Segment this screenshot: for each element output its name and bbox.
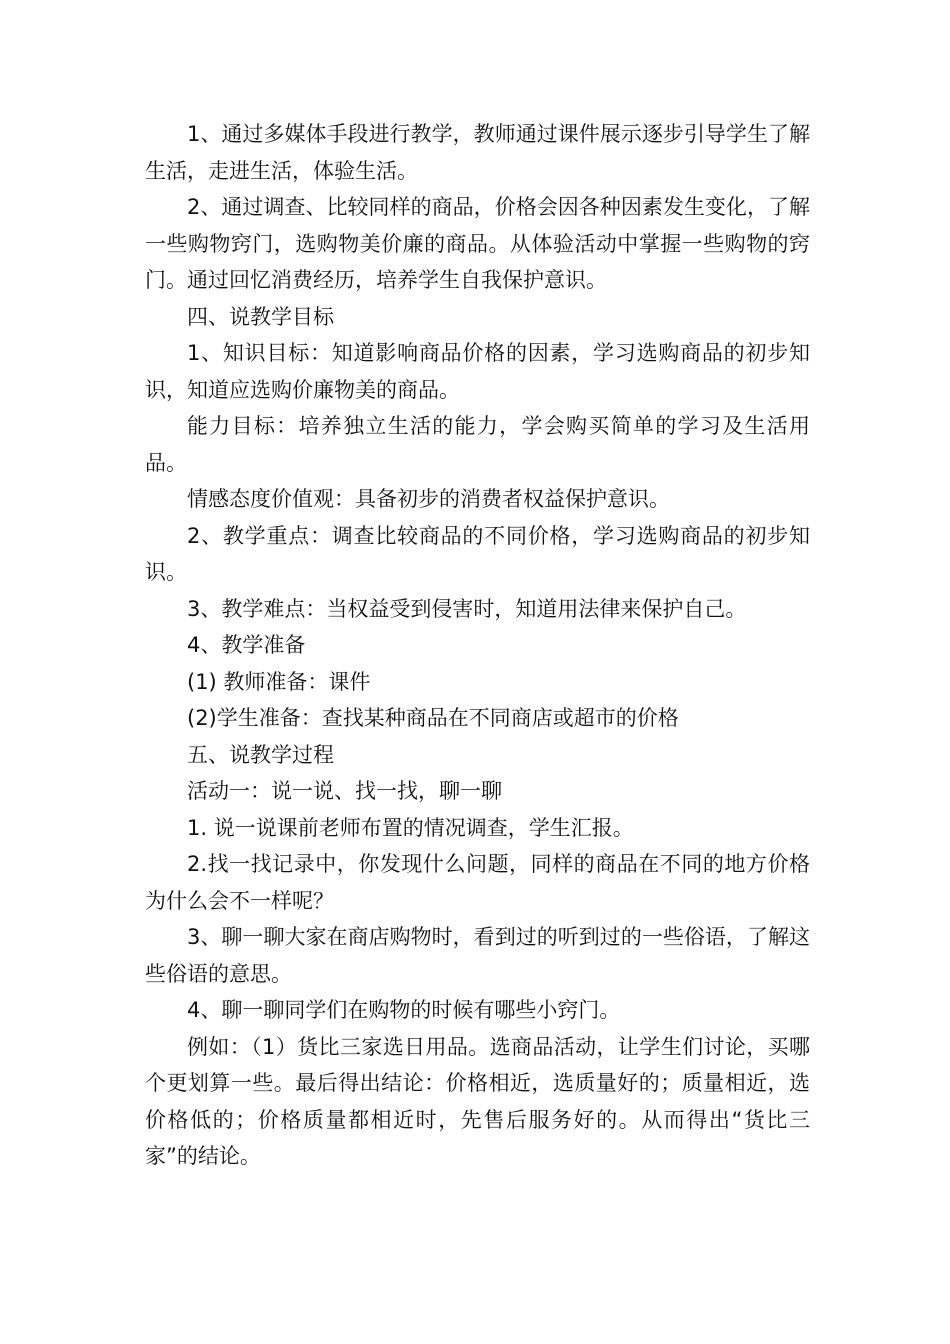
paragraph-example: 例如：（1）货比三家选日用品。选商品活动，让学生们讨论，买哪个更划算一些。最后得出结论：价格相近，选质量好的；质量相近，选价格低的；价格质量都相近时，先售后服务好的。从而得出“货比三家”的结论。 [145, 1034, 810, 1168]
paragraph-ability-goal: 能力目标：培养独立生活的能力，学会购买简单的学习及生活用品。 [145, 414, 810, 475]
paragraph-knowledge-goal: 1、知识目标：知道影响商品价格的因素，学习选购商品的初步知识，知道应选购价廉物美的商品。 [145, 341, 810, 402]
paragraph-difficulty: 3、教学难点：当权益受到侵害时，知道用法律来保护自己。 [187, 596, 747, 621]
paragraph-activity-step-4: 4、聊一聊同学们在购物的时候有哪些小窍门。 [187, 998, 621, 1022]
paragraph-preparation: 4、教学准备 [187, 633, 306, 657]
paragraph-2: 2、通过调查、比较同样的商品，价格会因各种因素发生变化，了解一些购物窍门，选购物美价廉的商品。从体验活动中掌握一些购物的窍门。通过回忆消费经历，培养学生自我保护意识。 [145, 195, 810, 292]
paragraph-activity-step-1: 1. 说一说课前老师布置的情况调查，学生汇报。 [187, 815, 634, 840]
section-heading-4: 四、说教学目标 [187, 304, 334, 329]
paragraph-activity-step-3: 3、聊一聊大家在商店购物时，看到过的听到过的一些俗语，了解这些俗语的意思。 [145, 925, 810, 986]
paragraph-emotion-goal: 情感态度价值观：具备初步的消费者权益保护意识。 [187, 487, 670, 511]
paragraph-activity-step-2: 2.找一找记录中，你发现什么问题，同样的商品在不同的地方价格为什么会不一样呢？ [145, 852, 810, 913]
paragraph-student-prep: (2)学生准备：查找某种商品在不同商店或超市的价格 [187, 706, 679, 730]
paragraph-1: 1、通过多媒体手段进行教学，教师通过课件展示逐步引导学生了解生活，走进生活，体验生活。 [145, 122, 810, 183]
paragraph-teacher-prep: (1) 教师准备：课件 [187, 669, 371, 694]
paragraph-activity-1: 活动一：说一说、找一找，聊一聊 [187, 779, 502, 803]
section-heading-5: 五、说教学过程 [187, 742, 334, 767]
paragraph-key-point: 2、教学重点：调查比较商品的不同价格，学习选购商品的初步知识。 [145, 523, 810, 584]
document-body [145, 116, 810, 1175]
